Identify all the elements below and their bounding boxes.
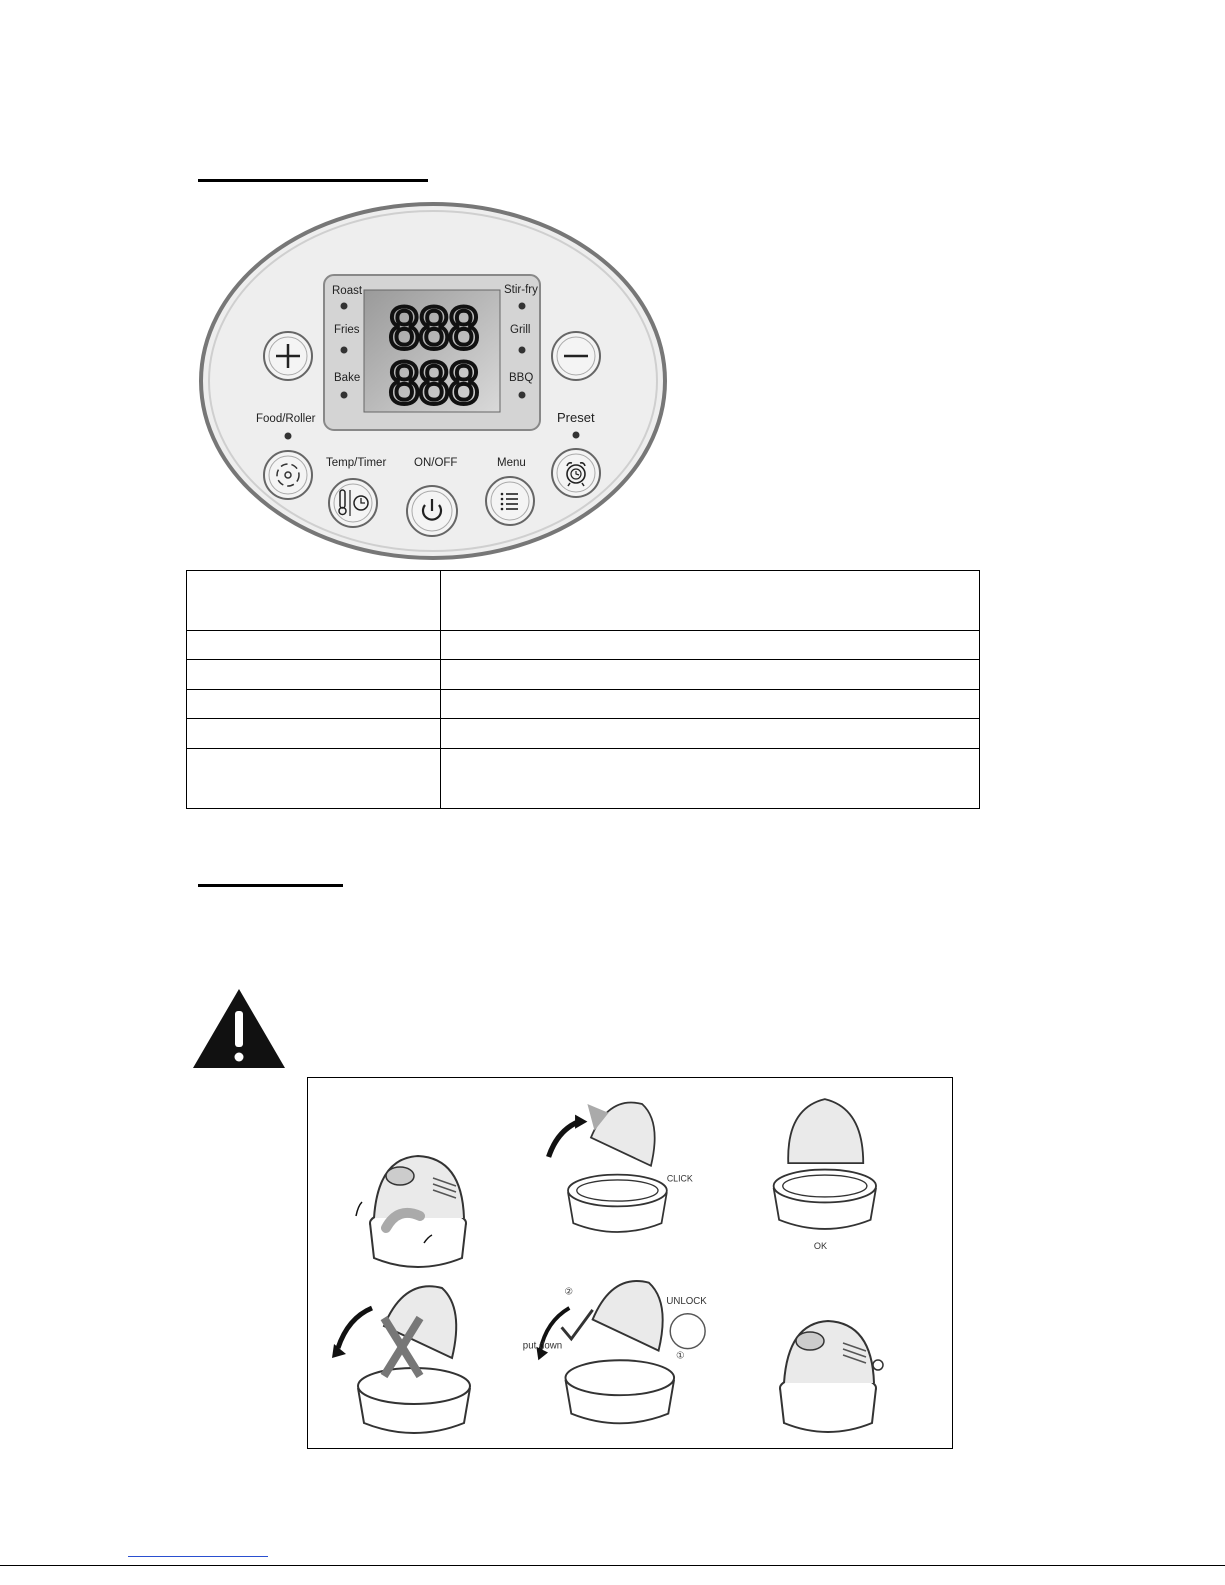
- section-heading-underline: [198, 179, 428, 182]
- table-cell: [441, 719, 980, 748]
- table-cell: [441, 631, 980, 660]
- table-cell: [441, 571, 980, 631]
- table-cell: [187, 748, 441, 808]
- step-open-ok: [748, 1090, 898, 1250]
- menu-label: Menu: [497, 457, 526, 469]
- minus-button[interactable]: [552, 332, 600, 380]
- mode-indicator-stir-fry: [519, 303, 526, 310]
- step-unlock-put-down: [508, 1273, 718, 1433]
- table-cell: [187, 689, 441, 718]
- mode-label-bbq: BBQ: [509, 372, 534, 384]
- plus-button[interactable]: [264, 332, 312, 380]
- warning-triangle-icon: [191, 987, 287, 1070]
- step-open-click: [538, 1088, 693, 1248]
- mode-label-fries: Fries: [334, 324, 360, 336]
- food-roller-label: Food/Roller: [256, 413, 316, 425]
- table-cell: [441, 689, 980, 718]
- mode-indicator-roast: [341, 303, 348, 310]
- food-roller-button[interactable]: [264, 451, 312, 499]
- mode-indicator-bbq: [519, 392, 526, 399]
- food-roller-indicator: [285, 433, 292, 440]
- unlock-label: UNLOCK: [666, 1296, 707, 1308]
- table-cell: [441, 660, 980, 689]
- mode-label-grill: Grill: [510, 324, 531, 336]
- click-label: CLICK: [666, 1173, 693, 1184]
- table-cell: [187, 631, 441, 660]
- lid-operation-illustration: [307, 1077, 953, 1449]
- table-cell: [441, 748, 980, 808]
- step-closed-rotate: [338, 1118, 488, 1278]
- table-cell: [187, 719, 441, 748]
- put-down-label: put down: [522, 1340, 563, 1352]
- function-table: [186, 570, 980, 809]
- temp-timer-button[interactable]: [329, 479, 377, 527]
- control-panel-illustration: [196, 200, 670, 562]
- lock-detail-icon: [670, 1314, 705, 1349]
- table-row: [187, 631, 980, 660]
- preset-label: Preset: [557, 410, 595, 425]
- mode-indicator-fries: [341, 347, 348, 354]
- table-row: [187, 719, 980, 748]
- table-cell: [187, 571, 441, 631]
- table-row: [187, 689, 980, 718]
- step-two-marker: ②: [564, 1286, 574, 1298]
- preset-indicator: [573, 432, 580, 439]
- mode-indicator-bake: [341, 392, 348, 399]
- footnote-separator: [128, 1556, 268, 1557]
- lcd-digits-row-2: 888: [387, 352, 477, 417]
- menu-button[interactable]: [486, 477, 534, 525]
- preset-button[interactable]: [552, 449, 600, 497]
- mode-label-stir-fry: Stir-fry: [504, 284, 538, 296]
- table-row: [187, 660, 980, 689]
- step-one-marker: ①: [676, 1350, 685, 1362]
- mode-label-roast: Roast: [332, 285, 363, 297]
- onoff-label: ON/OFF: [414, 457, 458, 469]
- mode-label-bake: Bake: [334, 372, 361, 384]
- page-bottom-rule: [0, 1565, 1225, 1566]
- lcd-digits-row-1: 888: [387, 297, 477, 362]
- power-button[interactable]: [407, 486, 457, 536]
- step-closed-final: [748, 1283, 898, 1443]
- table-row: [187, 571, 980, 631]
- table-cell: [187, 660, 441, 689]
- section-heading-underline: [198, 884, 343, 887]
- table-row: [187, 748, 980, 808]
- step-wrong-way: [328, 1278, 478, 1438]
- mode-indicator-grill: [519, 347, 526, 354]
- temp-timer-label: Temp/Timer: [326, 457, 387, 469]
- ok-label: OK: [813, 1241, 828, 1252]
- check-mark-icon: [562, 1310, 593, 1339]
